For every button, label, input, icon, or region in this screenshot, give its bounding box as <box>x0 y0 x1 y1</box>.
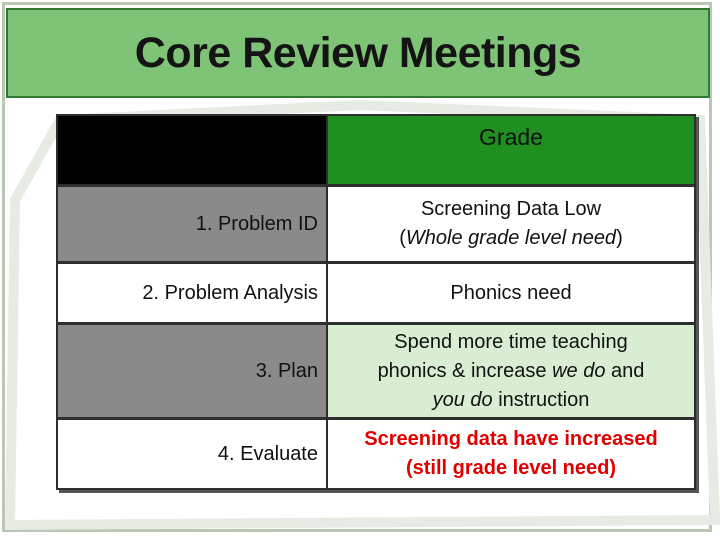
detail-italic-text: we do <box>552 359 606 382</box>
slide-title: Core Review Meetings <box>134 28 582 77</box>
table-row-step: 3. Plan <box>58 325 326 417</box>
detail-line: Screening Data Low <box>420 198 602 220</box>
table-row-step: 4. Evaluate <box>58 420 326 488</box>
grade-header-label: Grade <box>479 123 543 150</box>
detail-line <box>378 357 645 386</box>
detail-text: phonics & increase <box>377 359 553 382</box>
table-row-detail <box>328 420 694 488</box>
detail-line: Spend more time teaching <box>394 330 628 353</box>
table-row-detail: Phonics need <box>328 264 694 322</box>
table-row-step: 2. Problem Analysis <box>58 264 326 322</box>
detail-italic-text: Whole grade level need <box>405 227 617 249</box>
title-bar <box>6 8 710 98</box>
review-table <box>56 114 696 490</box>
detail-text: ) <box>616 227 623 249</box>
detail-line <box>399 224 622 253</box>
table-row-step: 1. Problem ID <box>58 187 326 261</box>
table-header-left <box>58 116 326 184</box>
table-row-detail <box>328 325 694 417</box>
detail-text: and <box>605 359 645 382</box>
detail-italic-text: you do <box>432 388 493 411</box>
detail-text: ( <box>399 227 406 249</box>
evaluate-line: (still grade level need) <box>405 457 617 479</box>
table-row-detail <box>328 187 694 261</box>
detail-text: instruction <box>492 388 590 411</box>
table-header-grade <box>328 116 694 184</box>
detail-line <box>378 386 645 415</box>
evaluate-line: Screening data have increased <box>364 428 658 450</box>
